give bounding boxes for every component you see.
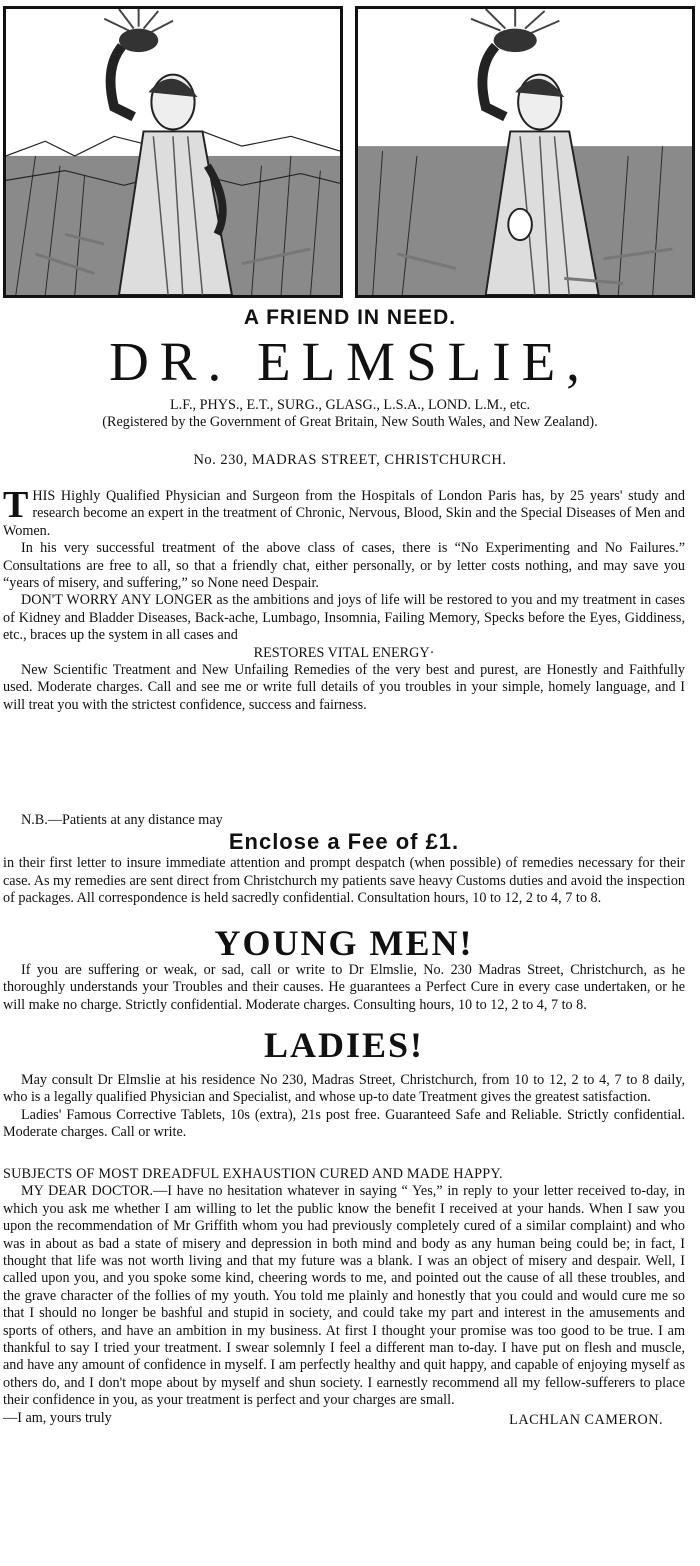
- signature: LACHLAN CAMERON.: [509, 1411, 663, 1428]
- intro-text: HIS Highly Qualified Physician and Surgeon from the Hospitals of London Paris has, by 25 years' study and research become an expert in the treatment of Chronic, Nervous, Blood, Skin and the Special Diseases of Men and Women.: [3, 488, 685, 539]
- restores-vital-energy: RESTORES VITAL ENERGY·: [253, 644, 435, 661]
- experimenting-paragraph: In his very successful treatment of the above class of cases, there is “No Experimenting and No Failures.” Consultations are free to all, so that a friendly chat, either personally, or by letter costs nothing, and may save you “years of misery, and suffering,” so None need Despair.: [3, 540, 685, 592]
- ladies-section: [3, 1026, 685, 1142]
- young-men-section: [3, 924, 685, 1014]
- drop-cap: T: [3, 484, 29, 526]
- testimonial-letter: MY DEAR DOCTOR.—I have no hesitation whatever in saying “ Yes,” in reply to your letter received to-day, in which you ask me whether I am willing to let the public know the benefit I received at your hands. When I saw you upon the recommendation of Mr Griffith whom you had previously completely cured of a similar complaint) and who was in about as bad a state of misery and depression in both mind and body as any human being could be; in fact, I thought that life was not worth living and that my future was a blank. I was an object of misery and despair. Well, I called upon you, and you spoke some kind, cheering words to me, and pointed out the cause of all these troubles, and the grave character of the follies of my youth. You told me plainly and honestly that you could and would cure me so that I should no longer be bashful and stupid in society, and could take my part and interest in the amusements and sports of others, and have an ambition in my business. At first I thought your promise was too good to be true. I am thankful to say I tried your treatment. I swear solemnly I feel a different man to-day. I have put on flesh and muscle, and have any amount of confidence in myself. I am perfectly healthy and quit happy, and capable of enjoying myself as others do, and I don't mope about by myself and shun society. I earnestly recommend all my fellow-sufferers to place their confidence in you, as your treatment is perfect and your charges are small.: [3, 1183, 685, 1409]
- intro-section: [3, 484, 685, 714]
- tagline: A FRIEND IN NEED.: [243, 306, 457, 329]
- signature-line: [3, 1410, 685, 1430]
- tablets-paragraph: Ladies' Famous Corrective Tablets, 10s (extra), 21s post free. Guaranteed Safe and Reliable. Strictly confidential. Moderate charges. Call or write.: [3, 1106, 685, 1141]
- fee-section: [3, 812, 685, 908]
- woman-with-torch-illustration-right: [355, 6, 695, 298]
- woman-with-torch-illustration-left: [3, 6, 343, 298]
- intro-paragraph: [3, 484, 685, 540]
- fee-paragraph: in their first letter to insure immediate attention and prompt despatch (when possible) of remedies necessary for their case. As my remedies are sent direct from Christchurch my patients save heavy Customs duties and avoid the inspection of packages. All correspondence is held sacredly confidential. Consultation hours, 10 to 12, 2 to 4, 7 to 8.: [3, 855, 686, 907]
- registration: (Registered by the Government of Great Britain, New South Wales, and New Zealand).: [102, 414, 598, 430]
- address: No. 230, MADRAS STREET, CHRISTCHURCH.: [193, 452, 507, 468]
- treatment-paragraph: New Scientific Treatment and New Unfailing Remedies of the very best and purest, are Honestly and Faithfully used. Moderate charges. Call and see me or write full details of you troubles in your simple, homely language, and I will treat you with the strictest confidence, success and fairness.: [3, 662, 685, 713]
- testimonial-subject: SUBJECTS OF MOST DREADFUL EXHAUSTION CURED AND MADE HAPPY.: [3, 1166, 503, 1182]
- young-men-heading: YOUNG MEN!: [214, 923, 474, 963]
- doctor-name-heading: DR. ELMSLIE,: [109, 331, 591, 392]
- ladies-heading: LADIES!: [263, 1025, 425, 1065]
- ladies-paragraph: May consult Dr Elmslie at his residence No 230, Madras Street, Christchurch, from 10 to 12, 2 to 4, 7 to 8 daily, who is a legally qualified Physician and Specialist, and whose up-to date Treatment gives the greatest satisfaction.: [3, 1072, 685, 1106]
- nb-line: N.B.—Patients at any distance may: [21, 812, 223, 828]
- enclose-fee-heading: Enclose a Fee of £1.: [228, 829, 460, 855]
- qualifications-block: [20, 397, 680, 431]
- qualifications: L.F., PHYS., E.T., SURG., GLASG., L.S.A., LOND. L.M., etc.: [170, 397, 530, 413]
- closing: —I am, yours truly: [3, 1409, 112, 1426]
- testimonial-section: [3, 1166, 685, 1430]
- dont-worry-paragraph: DON'T WORRY ANY LONGER as the ambitions and joys of life will be restored to you and my treatment in cases of Kidney and Bladder Diseases, Back-ache, Lumbago, Insomnia, Failing Memory, Specks before the Eyes, Giddiness, etc., braces up the system in all cases and: [3, 592, 685, 644]
- young-men-paragraph: If you are suffering or weak, or sad, call or write to Dr Elmslie, No. 230 Madras Street, Christchurch, as he thoroughly understands your Troubles and their causes. He guarantees a Perfect Cure in every case undertaken, or he will make no charge. Strictly confidential. Moderate charges. Consulting hours, 10 to 12, 2 to 4, 7 to 8.: [3, 962, 685, 1013]
- illustration-row: [0, 0, 700, 305]
